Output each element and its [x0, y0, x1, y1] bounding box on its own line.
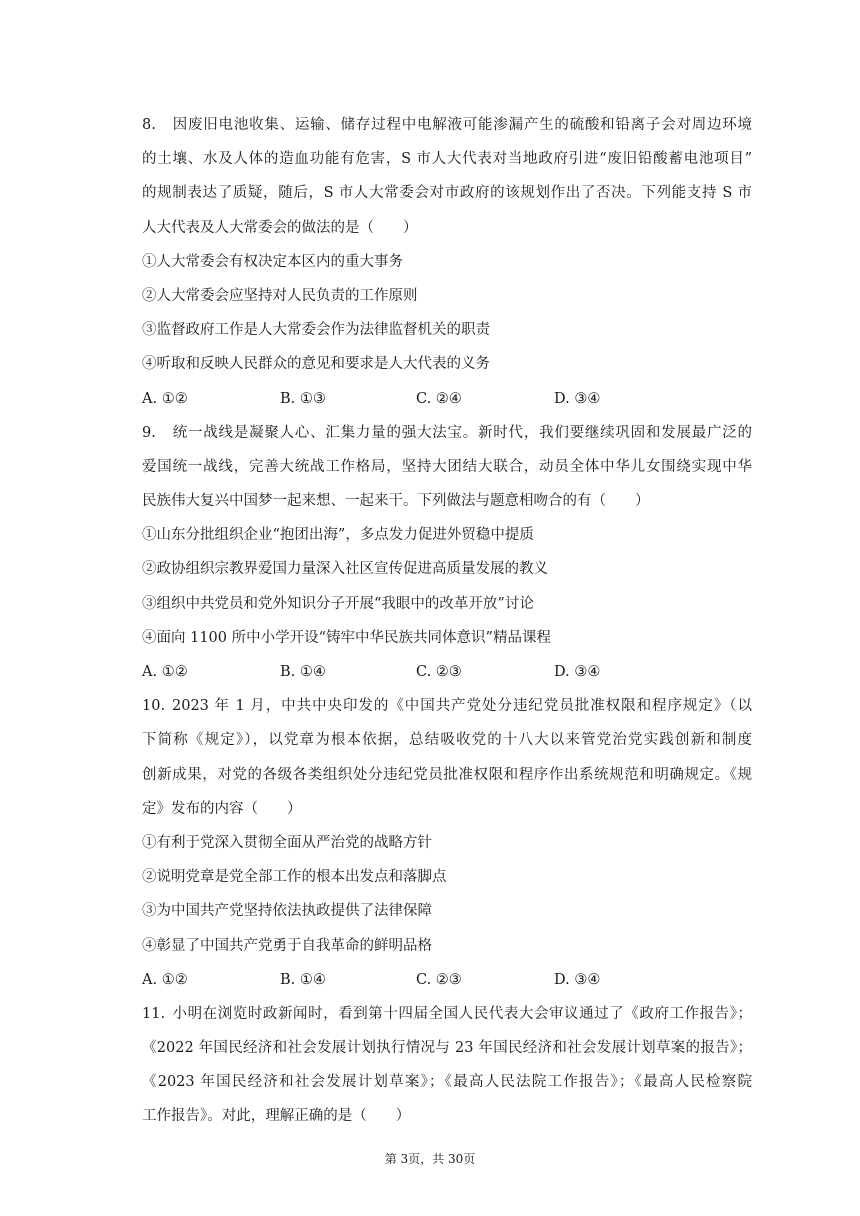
choice-a: A. ①②: [142, 971, 188, 988]
page-footer: 第 3页，共 30页: [384, 1152, 476, 1166]
statement: ②人大常委会应坚持对人民负责的工作原则: [142, 287, 418, 304]
question-text-line: 创新成果，对党的各级各类组织处分违纪党员批准权限和程序作出系统规范和明确规定。《规: [142, 766, 752, 783]
statement: ③组织中共党员和党外知识分子开展“我眼中的改革开放”讨论: [142, 595, 534, 612]
choice-a: A. ①②: [142, 390, 188, 407]
statement: ②说明党章是党全部工作的根本出发点和落脚点: [142, 869, 447, 886]
choice-d: D. ③④: [554, 664, 601, 680]
exam-page-content: [142, 108, 752, 1134]
statement: ③为中国共产党坚持依法执政提供了法律保障: [142, 903, 432, 920]
question-number: 8.: [142, 117, 156, 133]
choice-c: C. ②④: [416, 390, 462, 407]
statement: ③监督政府工作是人大常委会作为法律监督机关的职责: [142, 322, 490, 339]
statement: ①有利于党深入贯彻全面从严治党的战略方针: [142, 834, 432, 851]
question-text-line: 的土壤、水及人体的造血功能有危害，S 市人大代表对当地政府引进“废旧铅酸蓄电池项目”: [142, 151, 752, 168]
choice-d: D. ③④: [554, 971, 601, 988]
choice-a: A. ①②: [142, 664, 188, 680]
question-text-line: 《2022 年国民经济和社会发展计划执行情况与 23 年国民经济和社会发展计划草案的报告》；: [142, 1040, 752, 1057]
answer-choices: [142, 382, 752, 416]
question-text-line: 下简称《规定》），以党章为根本依据，总结吸收党的十八大以来管党治党实践创新和制度: [142, 732, 752, 749]
question-number: 10.: [142, 698, 166, 715]
statement: ④彰显了中国共产党勇于自我革命的鲜明品格: [142, 937, 432, 954]
statement: ④听取和反映人民群众的意见和要求是人大代表的义务: [142, 356, 490, 373]
question-text-line: 《2023 年国民经济和社会发展计划草案》；《最高人民法院工作报告》；《最高人民检察院: [142, 1074, 752, 1091]
question-text-line: 爱国统一战线，完善大统战工作格局，坚持大团结大联合，动员全体中华儿女围绕实现中华: [142, 458, 752, 475]
choice-b: B. ①④: [280, 971, 326, 988]
question-text-line: 的规制表达了质疑，随后，S 市人大常委会对市政府的该规划作出了否决。下列能支持 S 市: [142, 185, 752, 202]
choice-b: B. ①③: [280, 390, 326, 407]
answer-choices: [142, 963, 752, 997]
statement: ②政协组织宗教界爱国力量深入社区宣传促进高质量发展的教义: [142, 561, 548, 578]
choice-b: B. ①④: [280, 664, 326, 680]
statement: ④面向 1100 所中小学开设“铸牢中华民族共同体意识”精品课程: [142, 629, 551, 646]
question-text-line: 民族伟大复兴中国梦一起来想、一起来干。下列做法与题意相吻合的有（ ）: [142, 493, 650, 510]
choice-c: C. ②③: [416, 664, 462, 680]
choice-d: D. ③④: [554, 390, 601, 407]
question-number: 11.: [142, 1005, 166, 1022]
question-9: 9. 统一战线是凝聚人心、汇集力量的强大法宝。新时代，我们要继续巩固和发展最广泛的 爱国统一战线，完善大统战工作格局，坚持大团结大联合，动员全体中华儿女围绕实现中华 民族伟大复兴中国梦一起来想、一起来干。下列做法与题意相吻合的有（ ） ①山东分批组织企业“抱团出海”，多点发力促进外贸稳中提质 ②政协组织宗教界爱国力量深入社区宣传促进高质量发展的教义 ③组织中共党员和党外知识分子开展“我眼中的改革开放”讨论 ④面向 1100 所中小学开设“铸牢中华民族共同体意识”精品课程 A. ①② B. ①④ C. ②③ D. ③④: [142, 416, 752, 690]
question-11: 11. 小明在浏览时政新闻时，看到第十四届全国人民代表大会审议通过了《政府工作报告》； 《2022 年国民经济和社会发展计划执行情况与 23 年国民经济和社会发展计划草案的报告》； 《2023 年国民经济和社会发展计划草案》；《最高人民法院工作报告》；《最高人民检察院 工作报告》。对此，理解正确的是（ ）: [142, 997, 752, 1134]
question-number: 9.: [142, 424, 156, 441]
question-8: 8. 因废旧电池收集、运输、储存过程中电解液可能渗漏产生的硫酸和铅离子会对周边环境 的土壤、水及人体的造血功能有危害，S 市人大代表对当地政府引进“废旧铅酸蓄电池项目” 的规制表达了质疑，随后，S 市人大常委会对市政府的该规划作出了否决。下列能支持 S 市 人大代表及人大常委会的做法的是（ ） ①人大常委会有权决定本区内的重大事务 ②人大常委会应坚持对人民负责的工作原则 ③监督政府工作是人大常委会作为法律监督机关的职责 ④听取和反映人民群众的意见和要求是人大代表的义务 A. ①② B. ①③ C. ②④ D. ③④: [142, 108, 752, 416]
answer-choices: [142, 655, 752, 689]
choice-c: C. ②③: [416, 971, 462, 988]
question-10: 10. 2023 年 1 月，中共中央印发的《中国共产党处分违纪党员批准权限和程序规定》（以 下简称《规定》），以党章为根本依据，总结吸收党的十八大以来管党治党实践创新和制度 创新成果，对党的各级各类组织处分违纪党员批准权限和程序作出系统规范和明确规定。《规 定》发布的内容（ ） ①有利于党深入贯彻全面从严治党的战略方针 ②说明党章是党全部工作的根本出发点和落脚点 ③为中国共产党坚持依法执政提供了法律保障 ④彰显了中国共产党勇于自我革命的鲜明品格 A. ①② B. ①④ C. ②③ D. ③④: [142, 689, 752, 997]
question-text-line: 定》发布的内容（ ）: [142, 800, 302, 817]
statement: ①人大常委会有权决定本区内的重大事务: [142, 253, 403, 270]
question-text-line: 人大代表及人大常委会的做法的是（ ）: [142, 219, 418, 236]
statement: ①山东分批组织企业“抱团出海”，多点发力促进外贸稳中提质: [142, 527, 534, 544]
question-text-line: 工作报告》。对此，理解正确的是（ ）: [142, 1108, 411, 1125]
